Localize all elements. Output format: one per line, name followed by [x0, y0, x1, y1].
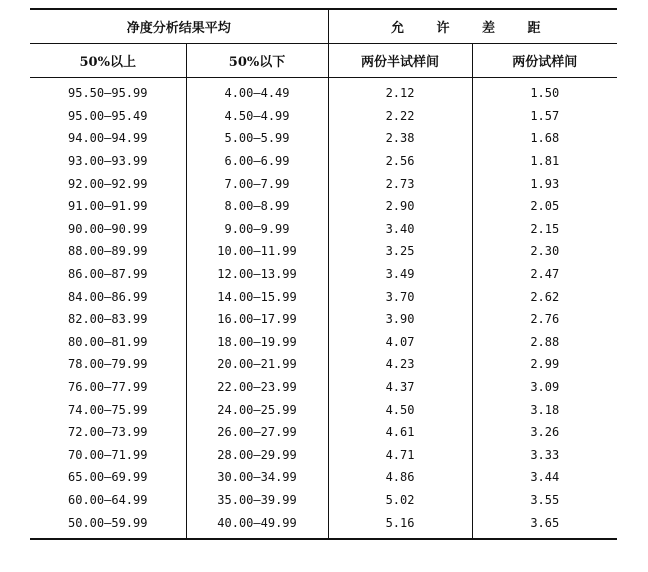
table-row: [30, 466, 617, 489]
cell-below-50: 4.00—4.49: [186, 78, 328, 105]
cell-full-samples: 3.09: [472, 376, 617, 399]
cell-above-50: 84.00—86.99: [68, 289, 148, 304]
table-row: [30, 331, 617, 354]
table-row: [30, 421, 617, 444]
cell-full-samples: 1.50: [472, 78, 617, 105]
cell-full-samples: 3.55: [472, 489, 617, 512]
cell-below-50: 12.00—13.99: [186, 263, 328, 286]
table-row: [30, 240, 617, 263]
tolerance-header: 允 许 差 距: [328, 10, 617, 44]
cell-below-50: 16.00—17.99: [186, 308, 328, 331]
cell-below-50: 26.00—27.99: [186, 421, 328, 444]
table-row: [30, 105, 617, 128]
cell-half-samples: 2.73: [328, 172, 472, 195]
cell-below-50: 30.00—34.99: [186, 466, 328, 489]
cell-below-50: 10.00—11.99: [186, 240, 328, 263]
cell-below-50: 8.00—8.99: [186, 195, 328, 218]
column-header-below-50: 50%以下: [186, 44, 328, 78]
cell-above-50: 80.00—81.99: [68, 334, 148, 349]
cell-above-50: 60.00—64.99: [68, 492, 148, 507]
cell-below-50: 35.00—39.99: [186, 489, 328, 512]
table-row: [30, 78, 617, 105]
cell-below-50: 14.00—15.99: [186, 285, 328, 308]
table-row: [30, 172, 617, 195]
cell-full-samples: 1.68: [472, 127, 617, 150]
cell-full-samples: 2.62: [472, 285, 617, 308]
table-row: [30, 285, 617, 308]
table-row: [30, 398, 617, 421]
cell-above-50: 86.00—87.99: [68, 267, 148, 282]
table-row: [30, 127, 617, 150]
cell-below-50: 20.00—21.99: [186, 353, 328, 376]
cell-full-samples: 1.57: [472, 105, 617, 128]
cell-half-samples: 2.38: [328, 127, 472, 150]
purity-tolerance-table-container: [30, 8, 617, 540]
cell-half-samples: 4.86: [328, 466, 472, 489]
cell-below-50: 4.50—4.99: [186, 105, 328, 128]
cell-full-samples: 3.26: [472, 421, 617, 444]
cell-above-50: 76.00—77.99: [68, 380, 148, 395]
table-row: [30, 218, 617, 241]
cell-full-samples: 3.33: [472, 444, 617, 467]
cell-full-samples: 3.65: [472, 511, 617, 538]
cell-half-samples: 2.90: [328, 195, 472, 218]
cell-half-samples: 3.49: [328, 263, 472, 286]
column-header-row: [30, 44, 617, 78]
cell-full-samples: 2.88: [472, 331, 617, 354]
column-header-above-50: 50%以上: [30, 44, 186, 78]
column-header-half-samples: 两份半试样间: [328, 44, 472, 78]
table-body: [30, 78, 617, 538]
cell-above-50: 95.50—95.99: [68, 86, 148, 101]
cell-below-50: 18.00—19.99: [186, 331, 328, 354]
cell-above-50: 70.00—71.99: [68, 447, 148, 462]
table-row: [30, 511, 617, 538]
purity-tolerance-table: [30, 10, 617, 538]
table-row: [30, 376, 617, 399]
cell-full-samples: 3.44: [472, 466, 617, 489]
cell-below-50: 40.00—49.99: [186, 511, 328, 538]
cell-above-50: 95.00—95.49: [68, 108, 148, 123]
cell-below-50: 28.00—29.99: [186, 444, 328, 467]
bottom-rule: [30, 538, 617, 540]
table-row: [30, 308, 617, 331]
cell-half-samples: 2.12: [328, 78, 472, 105]
cell-full-samples: 1.81: [472, 150, 617, 173]
cell-half-samples: 4.61: [328, 421, 472, 444]
cell-above-50: 88.00—89.99: [68, 244, 148, 259]
cell-full-samples: 1.93: [472, 172, 617, 195]
cell-half-samples: 4.71: [328, 444, 472, 467]
table-row: [30, 444, 617, 467]
table-row: [30, 195, 617, 218]
cell-half-samples: 2.56: [328, 150, 472, 173]
cell-full-samples: 2.76: [472, 308, 617, 331]
cell-half-samples: 3.70: [328, 285, 472, 308]
cell-half-samples: 4.50: [328, 398, 472, 421]
cell-above-50: 92.00—92.99: [68, 176, 148, 191]
cell-half-samples: 4.07: [328, 331, 472, 354]
cell-full-samples: 3.18: [472, 398, 617, 421]
cell-full-samples: 2.99: [472, 353, 617, 376]
cell-above-50: 72.00—73.99: [68, 425, 148, 440]
purity-average-header: 净度分析结果平均: [30, 10, 328, 44]
cell-above-50: 78.00—79.99: [68, 357, 148, 372]
table-row: [30, 489, 617, 512]
column-header-full-samples: 两份试样间: [472, 44, 617, 78]
cell-below-50: 24.00—25.99: [186, 398, 328, 421]
cell-above-50: 50.00—59.99: [68, 515, 148, 530]
cell-half-samples: 2.22: [328, 105, 472, 128]
cell-above-50: 90.00—90.99: [68, 221, 148, 236]
cell-below-50: 5.00—5.99: [186, 127, 328, 150]
cell-above-50: 93.00—93.99: [68, 154, 148, 169]
cell-above-50: 65.00—69.99: [68, 470, 148, 485]
group-header-row: [30, 10, 617, 44]
cell-below-50: 9.00—9.99: [186, 218, 328, 241]
cell-half-samples: 4.23: [328, 353, 472, 376]
cell-full-samples: 2.30: [472, 240, 617, 263]
cell-above-50: 74.00—75.99: [68, 402, 148, 417]
cell-above-50: 82.00—83.99: [68, 312, 148, 327]
cell-half-samples: 3.25: [328, 240, 472, 263]
table-row: [30, 353, 617, 376]
cell-below-50: 22.00—23.99: [186, 376, 328, 399]
cell-half-samples: 3.90: [328, 308, 472, 331]
cell-full-samples: 2.15: [472, 218, 617, 241]
cell-above-50: 94.00—94.99: [68, 131, 148, 146]
table-row: [30, 150, 617, 173]
cell-below-50: 6.00—6.99: [186, 150, 328, 173]
cell-half-samples: 5.02: [328, 489, 472, 512]
cell-half-samples: 3.40: [328, 218, 472, 241]
cell-below-50: 7.00—7.99: [186, 172, 328, 195]
cell-full-samples: 2.05: [472, 195, 617, 218]
cell-half-samples: 4.37: [328, 376, 472, 399]
cell-above-50: 91.00—91.99: [68, 199, 148, 214]
table-row: [30, 263, 617, 286]
cell-half-samples: 5.16: [328, 511, 472, 538]
cell-full-samples: 2.47: [472, 263, 617, 286]
